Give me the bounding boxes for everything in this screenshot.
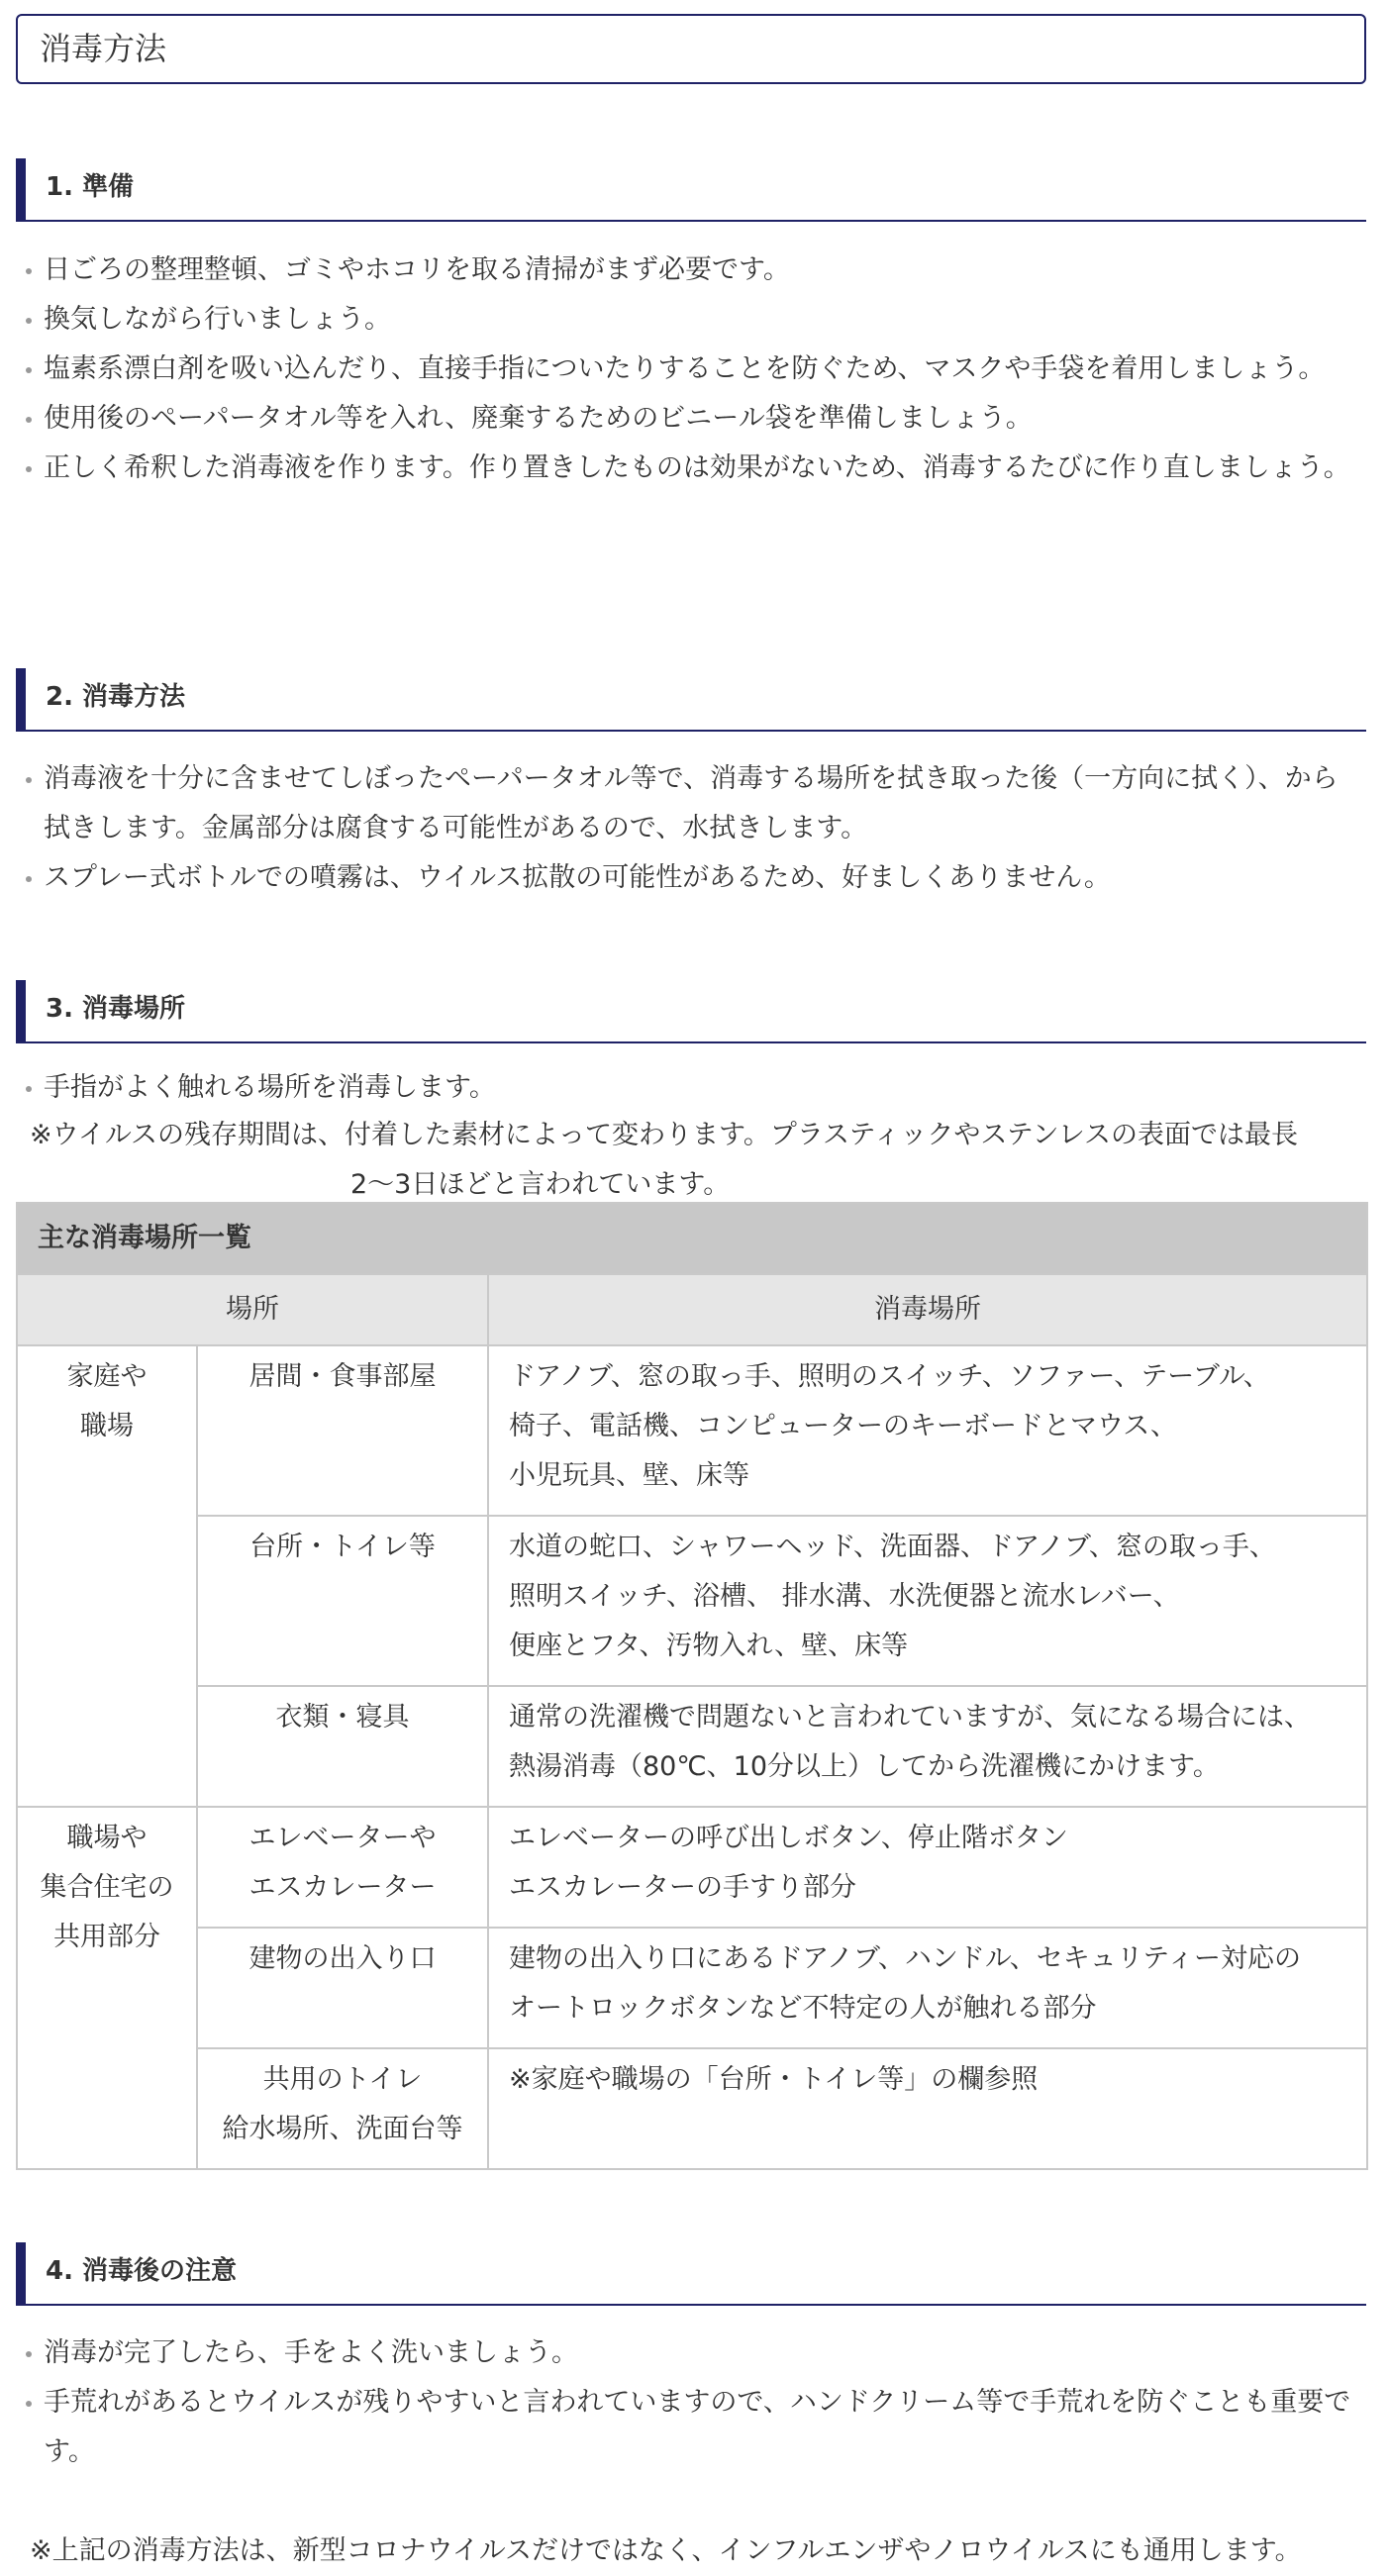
residual-note-line1: ※ウイルスの残存期間は、付着した素材によって変わります。プラスティックやステンレスの表面では最長 <box>30 1120 1298 1150</box>
place-cell: 共用のトイレ 給水場所、洗面台等 <box>197 2048 488 2169</box>
table-caption: 主な消毒場所一覧 <box>17 1203 1367 1274</box>
targets-cell: ドアノブ、窓の取っ手、照明のスイッチ、ソファー、テーブル、 椅子、電話機、コンピューターのキーボードとマウス、 小児玩具、壁、床等 <box>488 1345 1367 1516</box>
after-list <box>22 2328 1358 2477</box>
section-heading-method: 2. 消毒方法 <box>16 668 1366 732</box>
list-item: 消毒が完了したら、手をよく洗いましょう。 <box>22 2328 1358 2378</box>
residual-note-line2: 2〜3日ほどと言われています。 <box>350 1169 731 1200</box>
table-row <box>17 1686 1367 1807</box>
place-cell: エレベーターや エスカレーター <box>197 1807 488 1928</box>
table-row <box>17 2048 1367 2169</box>
list-item: 消毒液を十分に含ませてしぼったペーパータオル等で、消毒する場所を拭き取った後（一方向に拭く）、から拭きします。金属部分は腐食する可能性があるので、水拭きします。 <box>22 754 1358 853</box>
targets-cell: ※家庭や職場の「台所・トイレ等」の欄参照 <box>488 2048 1367 2169</box>
table-header-row <box>17 1274 1367 1345</box>
list-item: 塩素系漂白剤を吸い込んだり、直接手指についたりすることを防ぐため、マスクや手袋を着用しましょう。 <box>22 345 1358 394</box>
list-item: 正しく希釈した消毒液を作ります。作り置きしたものは効果がないため、消毒するたびに作り直しましょう。 <box>22 444 1358 493</box>
place-cell: 衣類・寝具 <box>197 1686 488 1807</box>
list-item: 使用後のペーパータオル等を入れ、廃棄するためのビニール袋を準備しましょう。 <box>22 394 1358 444</box>
prep-list <box>22 246 1358 493</box>
table-row <box>17 1928 1367 2048</box>
table-row <box>17 1807 1367 1928</box>
place-cell: 居間・食事部屋 <box>197 1345 488 1516</box>
targets-cell: 水道の蛇口、シャワーヘッド、洗面器、ドアノブ、窓の取っ手、 照明スイッチ、浴槽、 排水溝、水洗便器と流水レバー、 便座とフタ、汚物入れ、壁、床等 <box>488 1516 1367 1686</box>
place-cell: 建物の出入り口 <box>197 1928 488 2048</box>
places-list <box>22 1063 1358 1113</box>
list-item: 換気しながら行いましょう。 <box>22 295 1358 345</box>
section-heading-after: 4. 消毒後の注意 <box>16 2242 1366 2306</box>
list-item: 手指がよく触れる場所を消毒します。 <box>22 1063 1358 1113</box>
footer-note: ※上記の消毒方法は、新型コロナウイルスだけではなく、インフルエンザやノロウイルスにも通用します。 <box>30 2535 1302 2566</box>
column-header-targets: 消毒場所 <box>488 1274 1367 1345</box>
section-heading-places: 3. 消毒場所 <box>16 980 1366 1043</box>
group-shared: 職場や 集合住宅の 共用部分 <box>17 1807 197 2169</box>
place-cell: 台所・トイレ等 <box>197 1516 488 1686</box>
table-row <box>17 1345 1367 1516</box>
method-list <box>22 754 1358 903</box>
group-home: 家庭や 職場 <box>17 1345 197 1807</box>
table-caption-row <box>17 1203 1367 1274</box>
targets-cell: 建物の出入り口にあるドアノブ、ハンドル、セキュリティー対応の オートロックボタンなど不特定の人が触れる部分 <box>488 1928 1367 2048</box>
page-title: 消毒方法 <box>16 14 1366 84</box>
list-item: 手荒れがあるとウイルスが残りやすいと言われていますので、ハンドクリーム等で手荒れを防ぐことも重要です。 <box>22 2378 1358 2477</box>
column-header-place: 場所 <box>17 1274 488 1345</box>
list-item: 日ごろの整理整頓、ゴミやホコリを取る清掃がまず必要です。 <box>22 246 1358 295</box>
section-heading-prep: 1. 準備 <box>16 158 1366 222</box>
list-item: スプレー式ボトルでの噴霧は、ウイルス拡散の可能性があるため、好ましくありません。 <box>22 853 1358 903</box>
disinfect-places-table <box>16 1202 1368 2170</box>
targets-cell: エレベーターの呼び出しボタン、停止階ボタン エスカレーターの手すり部分 <box>488 1807 1367 1928</box>
targets-cell: 通常の洗濯機で問題ないと言われていますが、気になる場合には、 熱湯消毒（80℃、10分以上）してから洗濯機にかけます。 <box>488 1686 1367 1807</box>
table-row <box>17 1516 1367 1686</box>
